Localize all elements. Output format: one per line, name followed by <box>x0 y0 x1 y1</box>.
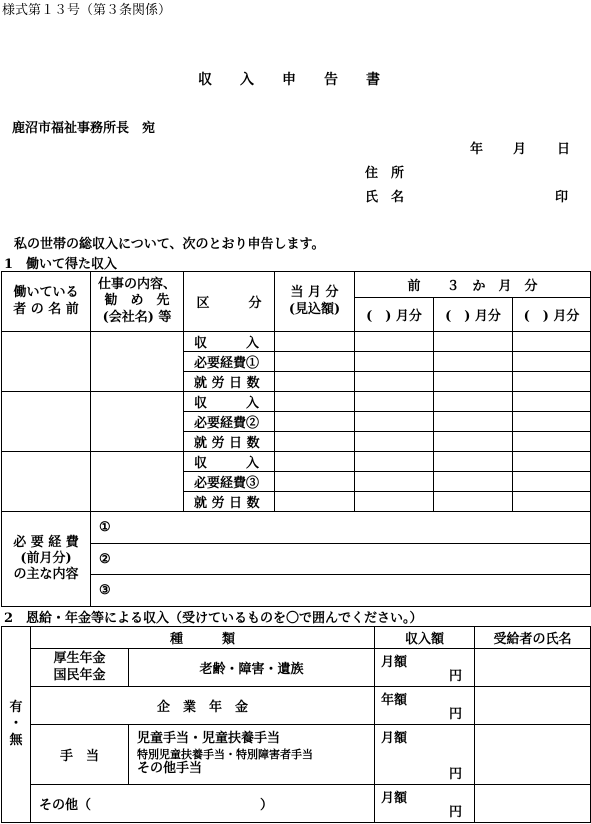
worker-name-2[interactable] <box>2 392 91 452</box>
header-recipient: 受給者の氏名 <box>475 627 591 649</box>
other-income[interactable]: その他（ ） <box>31 785 375 823</box>
allowance-amount[interactable]: 月額 円 <box>375 725 475 785</box>
pension-amount[interactable]: 月額 円 <box>375 649 475 687</box>
kubun-2-expense: 必要経費② <box>184 412 275 432</box>
kubun-2-income: 収 入 <box>184 392 275 412</box>
worker-name-3[interactable] <box>2 452 91 512</box>
header-month-1: ( ) 月分 <box>355 298 434 332</box>
header-prev-3-months: 前 ３ か 月 分 <box>355 272 591 298</box>
page-title: 収 入 申 告 書 <box>198 72 380 88</box>
kubun-3-days: 就 労 日 数 <box>184 492 275 512</box>
kubun-2-days: 就 労 日 数 <box>184 432 275 452</box>
allowance-label: 手 当 <box>31 725 129 785</box>
corporate-amount[interactable]: 年額 円 <box>375 687 475 725</box>
header-worker: 働いている 者 の 名 前 <box>2 272 91 332</box>
job-1[interactable] <box>91 332 184 392</box>
form-number: 様式第１３号（第３条関係） <box>2 3 172 18</box>
kubun-1-expense: 必要経費① <box>184 352 275 372</box>
header-kubun: 区 分 <box>184 272 275 332</box>
intro-text: 私の世帯の総収入について、次のとおり申告します。 <box>14 237 325 252</box>
name-label: 氏 名 <box>365 190 405 205</box>
section1-heading: 1 働いて得た収入 <box>4 257 118 272</box>
expense-item-1[interactable]: ① <box>91 512 591 544</box>
pension-categories[interactable]: 老齢・障害・遺族 <box>129 649 375 687</box>
expense-item-3[interactable]: ③ <box>91 575 591 607</box>
date-day: 日 <box>557 142 571 157</box>
header-job: 仕事の内容、 勧 め 先 (会社名) 等 <box>91 272 184 332</box>
pension-types[interactable]: 厚生年金 国民年金 <box>31 649 129 687</box>
expense-item-2[interactable]: ② <box>91 544 591 575</box>
addressee: 鹿沼市福祉事務所長 宛 <box>12 121 156 136</box>
pension-recipient[interactable] <box>475 649 591 687</box>
header-month-2: ( ) 月分 <box>434 298 513 332</box>
kubun-3-income: 収 入 <box>184 452 275 472</box>
kubun-1-days: 就 労 日 数 <box>184 372 275 392</box>
date-year: 年 <box>470 142 484 157</box>
other-recipient[interactable] <box>475 785 591 823</box>
job-2[interactable] <box>91 392 184 452</box>
worker-name-1[interactable] <box>2 332 91 392</box>
date-month: 月 <box>513 142 527 157</box>
corporate-recipient[interactable] <box>475 687 591 725</box>
other-amount[interactable]: 月額 円 <box>375 785 475 823</box>
allowance-types[interactable]: 児童手当・児童扶養手当 特別児童扶養手当・特別障害者手当 その他手当 <box>129 725 375 785</box>
expenses-label: 必 要 経 費 (前月分) の主な内容 <box>2 512 91 607</box>
kubun-3-expense: 必要経費③ <box>184 472 275 492</box>
allowance-recipient[interactable] <box>475 725 591 785</box>
section2-heading: 2 恩給・年金等による収入（受けているものを〇で囲んでください。） <box>4 611 423 626</box>
corporate-pension[interactable]: 企 業 年 金 <box>31 687 375 725</box>
header-month-3: ( ) 月分 <box>513 298 591 332</box>
header-amount: 収入額 <box>375 627 475 649</box>
seal-mark: 印 <box>555 190 569 205</box>
kubun-1-income: 収 入 <box>184 332 275 352</box>
has-none-label[interactable]: 有 ・ 無 <box>2 627 31 823</box>
pension-income-table <box>1 626 591 823</box>
header-current-month: 当 月 分 (見込額) <box>275 272 355 332</box>
header-kind: 種 類 <box>31 627 375 649</box>
address-label: 住 所 <box>365 166 405 181</box>
job-3[interactable] <box>91 452 184 512</box>
earned-income-table <box>1 271 591 607</box>
